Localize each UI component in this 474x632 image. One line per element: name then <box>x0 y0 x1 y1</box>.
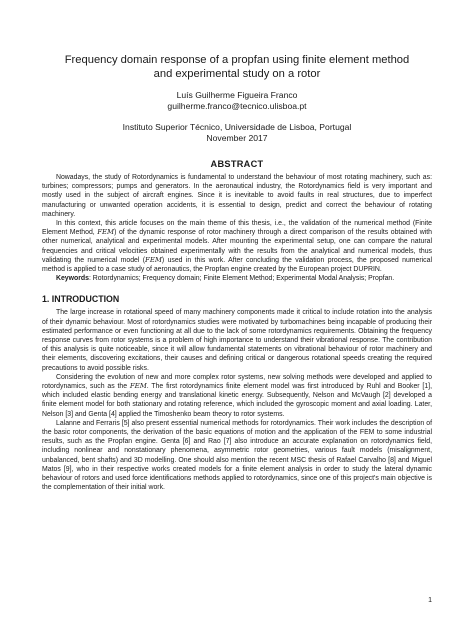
abstract-paragraph-1: Nowadays, the study of Rotordynamics is fundamental to understand the behaviour of most rotating machinery, such as: turbines; compressors; pumps and generators. In the aeronautical industry, the Rotordynamics field is very important and mostly used in the subject of aircraft engines. Since it is inevitable to avoid faults in real structures, due to imperfect manufacturing or unwanted operation accidents, it is essential to design, predict and correct the behaviour of rotating machinery. <box>42 174 432 218</box>
paper-title-line-2: and experimental study on a rotor <box>153 68 321 80</box>
affiliation-date: November 2017 <box>206 133 268 143</box>
keywords-text: : Rotordynamics; Frequency domain; Finite Element Method; Experimental Modal Analysis; Propfan. <box>88 275 395 283</box>
fem-symbol: FEM <box>97 228 115 237</box>
abstract-p2-text-b: ) of the dynamic response of rotor machinery through a direct comparison of the results obtained with other numerical, analytical and experimental models. After mounting the experimental setup, one can compare the natural frequencies and critical velocities obtained experimentally with the results from the analytical and numerical models, thus validating the numerical model ( <box>42 229 432 264</box>
paper-title-line-1: Frequency domain response of a propfan using finite element method <box>64 54 410 66</box>
fem-symbol: FEM <box>145 255 162 264</box>
page-number: 1 <box>428 597 432 604</box>
abstract-p2-text-c: ) used in this work. After concluding the validation process, the proposed numerical method is applied to a case study of aeronautics, the Propfan engine created by the European project DUPRIN. <box>42 256 432 274</box>
author-block <box>42 90 432 112</box>
author-email: guilherme.franco@tecnico.ulisboa.pt <box>167 101 307 111</box>
fem-symbol: FEM <box>129 382 147 391</box>
intro-p2-text-a: Considering the evolution of new and more complex rotor systems, new solving methods were developed and applied to rotordynamics, such as the <box>42 373 432 391</box>
keywords-paragraph <box>42 274 432 283</box>
abstract-heading: ABSTRACT <box>210 159 264 169</box>
introduction-paragraph-3: Lalanne and Ferraris [5] also present essential numerical methods for rotordynamics. Their work includes the description of the basic rotor components, the derivation of the basic equations of motion and the application of the FEM to some industrial results, such as the Propfan engine. Genta [6] and Rao [7] also introduce an accurate explanation on rotordynamics field, including nonlinear and nonstationary phenomena, asymmetric rotor geometries, various fault models (misalignment, unbalanced, bent shafts) and 3D modelling. One should also mention the recent MSC thesis of Rafael Carvalho [8] and Miguel Matos [9], who in their respective works created models for a finite element analysis in order to study the lateral dynamic behaviour of rotors and used force identifications methods applied to rotordynamics, since one of this project's main objective is the complementation of their initial work. <box>42 419 432 492</box>
paper-title <box>42 0 432 81</box>
affiliation-block <box>42 122 432 144</box>
keywords-label: Keywords <box>56 275 89 283</box>
abstract-p2-text-a: In this context, this article focuses on the main theme of this thesis, i.e., the validation of the numerical method (Finite Element Method, <box>42 220 432 237</box>
author-name: Luís Guilherme Figueira Franco <box>176 90 298 100</box>
introduction-paragraph-2 <box>42 373 432 419</box>
affiliation-institution: Instituto Superior Técnico, Universidade de Lisboa, Portugal <box>122 122 352 132</box>
intro-p2-text-b: . The first rotordynamics finite element model was first introduced by Ruhl and Booker [1], which included elastic bending energy and translational kinetic energy. Subsequently, Nelson and McVaugh [2] developed a finite element model for both stationary and rotating reference, which included the gyroscopic moment and axial loading. Later, Nelson [3] and Genta [4] applied the Timoshenko beam theory to rotor systems. <box>42 383 433 418</box>
abstract-paragraph-2 <box>42 219 432 274</box>
introduction-paragraph-1: The large increase in rotational speed of many machinery components made it critical to include rotation into the analysis of their dynamic behaviour. Most of rotordynamics studies were motivated by turbomachines being incapable of producing their estimated performance or even functioning at all due to the lack of some rotordynamics requirements. Obtaining the frequency response curves from rotor systems is a problem of high importance to understand their vibrational response. The contribution of this analysis is quite noticeable, since it will allow fundamental statements on vibrational behaviour of rotor machinery and their elements, discovering excitations, their causes and defining critical or dangerous rotational speeds creating the required precautions to avoid possible risks. <box>42 309 432 372</box>
introduction-heading: 1. INTRODUCTION <box>42 294 120 305</box>
